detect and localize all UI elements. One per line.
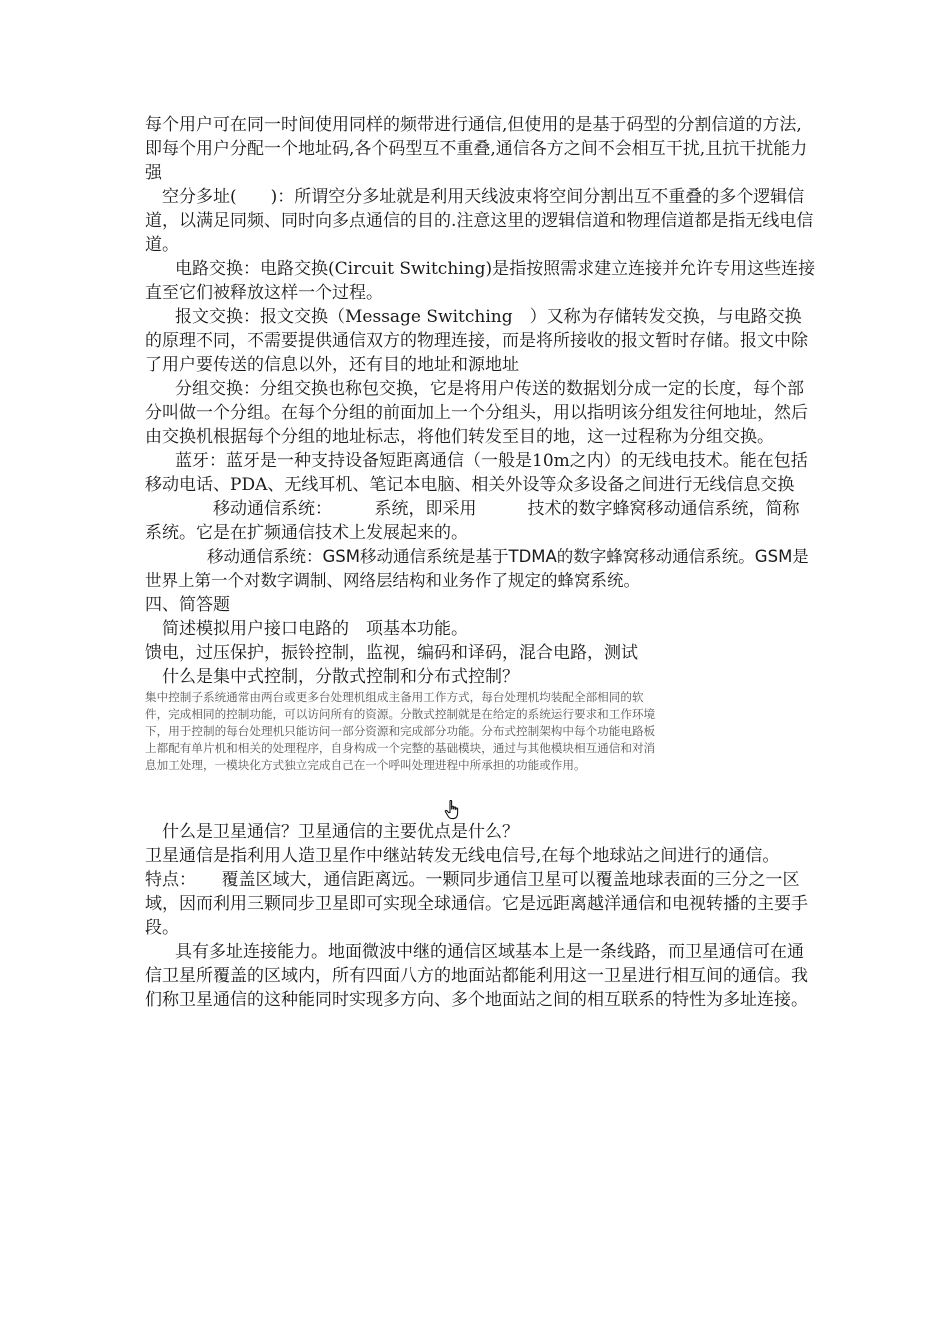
spacer [145,774,817,820]
section-heading: 四、简答题 [145,595,230,615]
answer-3-multiaccess: 具有多址连接能力。地面微波中继的通信区域基本上是一条线路，而卫星通信可在通信卫星所覆盖的区域内，所有四面八方的地面站都能利用这一卫星进行相互间的通信。我们称卫星通信的这种能同时实现多方向、多个地面站之间的相互联系的特性为多址连接。 [145,942,808,1010]
paragraph-bluetooth: 蓝牙：蓝牙是一种支持设备短距离通信（一般是10m之内）的无线电技术。能在包括移动电话、PDA、无线耳机、笔记本电脑、相关外设等众多设备之间进行无线信息交换 [145,451,808,495]
answer-1: 馈电，过压保护，振铃控制，监视，编码和译码，混合电路，测试 [145,643,638,663]
question-2: 什么是集中式控制，分散式控制和分布式控制？ [162,667,519,687]
hand-cursor-icon [444,800,462,820]
question-3: 什么是卫星通信？卫星通信的主要优点是什么？ [162,822,519,842]
answer-2-scanned-image: 集中控制子系统通常由两台或更多台处理机组成主备用工作方式，每台处理机均装配全部相同的软件，完成相同的控制功能，可以访问所有的资源。分散式控制就是在给定的系统运行要求和工作环境下，用于控制的每台处理机只能访问一部分资源和完成部分功能。分布式控制架构中每个功能电路板上都配有单片机和相关的处理程序，自身构成一个完整的基础模块，通过与其他模块相互通信和对消息加工处理，一模块化方式独立完成自己在一个呼叫处理进程中所承担的功能或作用。 [145,690,656,772]
paragraph-sdma: 空分多址( )：所谓空分多址就是利用天线波束将空间分割出互不重叠的多个逻辑信道，以满足同频、同时向多点通信的目的.注意这里的逻辑信道和物理信道都是指无线电信道。 [145,187,814,255]
paragraph-circuit-switching: 电路交换：电路交换(Circuit Switching)是指按照需求建立连接并允许专用这些连接直至它们被释放这样一个过程。 [145,259,816,303]
answer-3-features: 特点： 覆盖区域大，通信距离远。一颗同步通信卫星可以覆盖地球表面的三分之一区域，因而利用三颗同步卫星即可实现全球通信。它是远距离越洋通信和电视转播的主要手段。 [145,870,808,938]
paragraph-gsm-system: 移动通信系统：GSM移动通信系统是基于TDMA的数字蜂窝移动通信系统。GSM是世界上第一个对数字调制、网络层结构和业务作了规定的蜂窝系统。 [145,547,809,590]
paragraph-packet-switching: 分组交换：分组交换也称包交换，它是将用户传送的数据划分成一定的长度，每个部分叫做一个分组。在每个分组的前面加上一个分组头，用以指明该分组发往何地址，然后由交换机根据每个分组的地址标志，将他们转发至目的地，这一过程称为分组交换。 [145,379,808,447]
answer-3: 卫星通信是指利用人造卫星作中继站转发无线电信号,在每个地球站之间进行的通信。 [145,846,780,866]
document-page [145,113,851,1012]
question-1: 简述模拟用户接口电路的 项基本功能。 [162,619,468,639]
paragraph-message-switching: 报文交换：报文交换（Message Switching ）又称为存储转发交换，与电路交换的原理不同，不需要提供通信双方的物理连接，而是将所接收的报文暂时存储。报文中除了用户要传送的信息以外，还有目的地址和源地址 [145,307,808,375]
paragraph-cdma: 每个用户可在同一时间使用同样的频带进行通信,但使用的是基于码型的分割信道的方法,即每个用户分配一个地址码,各个码型互不重叠,通信各方之间不会相互干扰,且抗干扰能力强 [145,115,808,183]
paragraph-cdma-system: 移动通信系统： 系统，即采用 技术的数字蜂窝移动通信系统，简称 系统。它是在扩频通信技术上发展起来的。 [145,499,851,543]
